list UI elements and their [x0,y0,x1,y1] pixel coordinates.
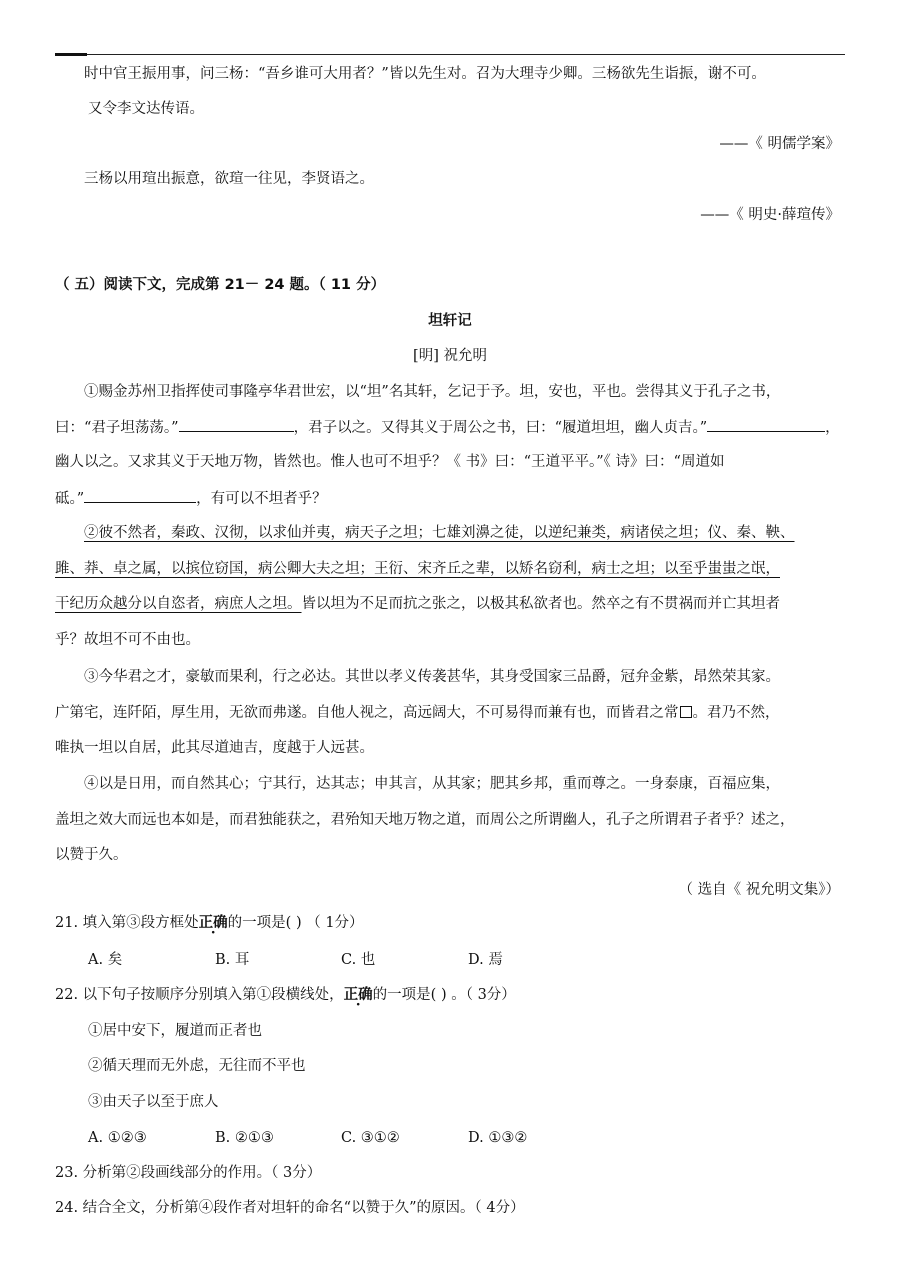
option-c: C. ③①② [341,1130,400,1146]
paragraph-1-line: 幽人以之。又求其义于天地万物，皆然也。惟人也可不坦乎？《 书》曰：“王道平平。”《 诗》曰：“周道如 [55,454,725,470]
underlined-text: 干纪历众越分以自恣者，病庶人之坦。 [55,596,302,612]
option-a: A. 矣 [88,952,123,968]
source-citation: （ 选自《 祝允明文集》） [678,882,840,898]
text-span: 曰：“君子坦荡荡。” [55,420,179,436]
question-22 [55,985,845,1005]
answer-box [680,706,692,718]
paragraph-1-line [55,417,845,438]
text-span: ，有可以不坦者乎？ [196,491,327,507]
question-21 [55,913,845,933]
source-citation: ——《 明史·薛瑄传》 [700,207,840,223]
paragraph-1-line [55,488,845,509]
article-title: 坦轩记 [428,313,472,329]
emphasis-text: 正确 [198,914,228,931]
underlined-text: ②彼不然者，秦政、汉彻，以求仙并夷，病天子之坦；七雄刘濞之徒，以逆纪兼类，病诸侯之坦；仪、秦、鞅、 [84,525,795,541]
underlined-text: 雎、莽、卓之属，以摈位窃国，病公卿大夫之坦；王衍、宋齐丘之辈，以矫名窃利，病士之坦；以至乎蚩蚩之氓， [55,561,780,577]
fill-blank-3 [84,488,196,503]
paragraph-3-line: ③今华君之才，豪敏而果利，行之必达。其世以孝义传袭甚华，其身受国家三品爵，冠弁金紫，昂然荣其家。 [84,669,780,685]
paragraph-4-line: 以赞于久。 [55,847,128,863]
section-heading: （ 五）阅读下文，完成第 21－ 24 题。（ 11 分） [55,277,386,293]
header-rule [55,54,845,55]
paragraph-1-line: ①赐金苏州卫指挥使司事隆亭华君世宏，以“坦”名其轩，乞记于予。坦，安也，平也。尝得其义于孔子之书， [84,384,781,400]
question-24: 24. 结合全文，分析第④段作者对坦轩的命名“以赞于久”的原因。（ 4分） [55,1200,525,1216]
paragraph-3-line: 唯执一坦以自居，此其尽道迪吉，度越于人远甚。 [55,740,374,756]
option-b: B. 耳 [215,952,250,968]
paragraph-2-line [55,594,845,614]
emphasis-text: 正确 [343,986,373,1003]
option-a: A. ①②③ [88,1130,147,1146]
paragraph-2-line [55,559,845,579]
passage-line: 三杨以用瑄出振意，欲瑄一往见，李贤语之。 [84,171,374,187]
text-span: 。君乃不然， [692,705,780,721]
text-span: 的一项是( ) （ 1分） [227,915,364,931]
sentence-item: ③由天子以至于庶人 [88,1094,219,1110]
passage-line: 时中官王振用事，问三杨：“吾乡谁可大用者？”皆以先生对。召为大理寺少卿。三杨欲先生诣振，谢不可。 [84,66,766,82]
sentence-item: ①居中安下，履道而正者也 [88,1023,262,1039]
text-span: ， [825,420,840,436]
text-span: 砥。” [55,491,85,507]
sentence-item: ②循天理而无外虑，无往而不平也 [88,1058,306,1074]
header-rule-accent [55,53,87,56]
paragraph-2-line: 乎？故坦不可不由也。 [55,632,200,648]
text-span: 皆以坦为不足而抗之张之，以极其私欲者也。然卒之有不贯祸而并亡其坦者 [301,596,780,612]
option-d: D. 焉 [468,952,503,968]
option-b: B. ②①③ [215,1130,274,1146]
question-23: 23. 分析第②段画线部分的作用。（ 3分） [55,1165,322,1181]
text-span: 21. 填入第③段方框处 [55,915,199,931]
paragraph-4-line: ④以是日用，而自然其心；宁其行，达其志；申其言，从其家；肥其乡邦，重而尊之。一身泰康，百福应集， [84,776,780,792]
source-citation: ——《 明儒学案》 [719,136,840,152]
paragraph-4-line: 盖坦之效大而远也本如是，而君独能获之，君殆知天地万物之道，而周公之所谓幽人，孔子之所谓君子者乎？述之， [55,812,795,828]
text-span: ，君子以之。又得其义于周公之书，曰：“履道坦坦，幽人贞吉。” [293,420,708,436]
option-d: D. ①③② [468,1130,528,1146]
paragraph-3-line [55,703,845,723]
text-span: 的一项是( ) 。（ 3分） [372,987,516,1003]
article-author: [明] 祝允明 [413,348,487,364]
text-span: 22. 以下句子按顺序分别填入第①段横线处， [55,987,344,1003]
paragraph-2-line [55,523,845,543]
option-c: C. 也 [341,952,376,968]
fill-blank-1 [179,417,294,432]
fill-blank-2 [707,417,825,432]
text-span: 广第宅，连阡陌，厚生用，无欲而弗遂。自他人视之，高远阔大，不可易得而兼有也，而皆君之常 [55,705,679,721]
passage-line: 又令李文达传语。 [88,101,204,117]
